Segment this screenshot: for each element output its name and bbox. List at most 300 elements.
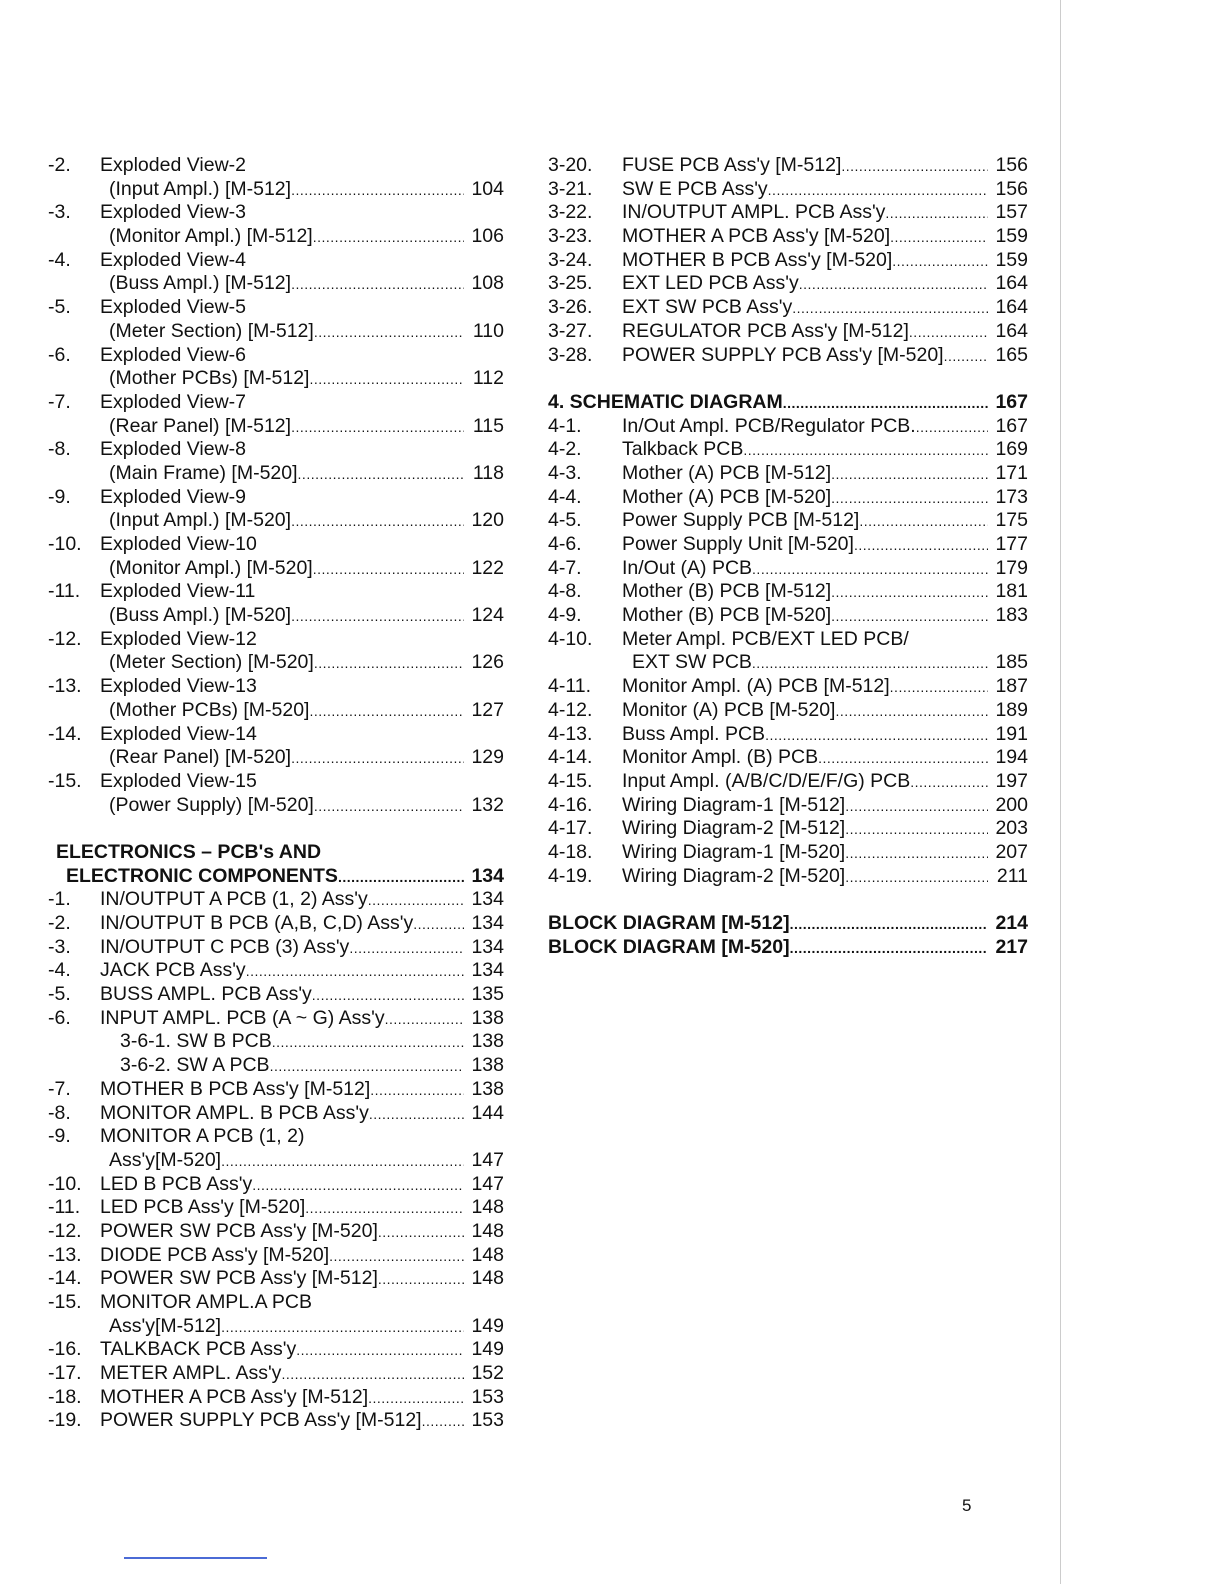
toc-entry-number: 4-4. bbox=[548, 485, 582, 508]
dot-leader bbox=[792, 296, 988, 321]
toc-entry-title: LED PCB Ass'y [M-520] bbox=[100, 1196, 306, 1219]
toc-entry[interactable] bbox=[48, 936, 504, 960]
toc-entry-page: 147 bbox=[471, 1148, 504, 1171]
toc-entry[interactable] bbox=[48, 1149, 504, 1173]
toc-right-column bbox=[548, 154, 1028, 959]
toc-entry-title: TALKBACK PCB Ass'y bbox=[100, 1338, 297, 1361]
toc-entry-body bbox=[109, 699, 504, 724]
toc-entry-body bbox=[109, 604, 504, 629]
toc-entry-title: POWER SW PCB Ass'y [M-520] bbox=[100, 1219, 378, 1242]
toc-entry[interactable] bbox=[48, 1338, 504, 1362]
toc-entry-title: Talkback PCB bbox=[622, 438, 744, 461]
toc-entry-title: IN/OUTPUT AMPL. PCB Ass'y bbox=[622, 201, 886, 224]
toc-entry-body bbox=[109, 415, 504, 440]
toc-entry[interactable] bbox=[48, 1054, 504, 1078]
dot-leader bbox=[831, 604, 988, 629]
toc-entry-title: (Mother PCBs) [M-512] bbox=[109, 367, 310, 390]
toc-entry-title: MONITOR AMPL.A PCB bbox=[100, 1291, 313, 1313]
toc-entry[interactable] bbox=[48, 1291, 504, 1315]
toc-entry-body bbox=[109, 462, 504, 487]
toc-entry-number: -7. bbox=[48, 1077, 71, 1100]
toc-entry[interactable] bbox=[548, 794, 1028, 818]
dot-leader bbox=[309, 367, 464, 392]
toc-entry-page: 149 bbox=[471, 1338, 504, 1361]
toc-entry-title: Wiring Diagram-1 [M-520] bbox=[622, 840, 846, 863]
toc-entry[interactable] bbox=[48, 675, 504, 699]
toc-entry-body bbox=[100, 438, 504, 462]
toc-entry-title: (Rear Panel) [M-520] bbox=[109, 746, 292, 769]
toc-entry-number: -15. bbox=[48, 1291, 82, 1313]
toc-entry[interactable] bbox=[48, 1220, 504, 1244]
toc-entry-page: 112 bbox=[472, 367, 504, 390]
toc-entry-body bbox=[622, 296, 1028, 321]
toc-entry-body bbox=[100, 1078, 504, 1103]
toc-entry[interactable] bbox=[48, 651, 504, 675]
toc-entry-title: (Input Ampl.) [M-520] bbox=[109, 509, 292, 532]
toc-entry-title: Buss Ampl. PCB bbox=[622, 722, 766, 745]
toc-entry[interactable] bbox=[48, 272, 504, 296]
toc-entry[interactable] bbox=[48, 1244, 504, 1268]
dot-leader bbox=[291, 415, 464, 440]
toc-entry[interactable] bbox=[48, 249, 504, 273]
toc-entry[interactable] bbox=[48, 296, 504, 320]
dot-leader bbox=[314, 651, 464, 676]
toc-entry[interactable] bbox=[48, 557, 504, 581]
toc-entry-number: -7. bbox=[48, 390, 71, 413]
toc-entry-number: -11. bbox=[48, 580, 81, 603]
toc-entry-title: Ass'y[M-520] bbox=[109, 1148, 222, 1171]
toc-entry-page: 153 bbox=[471, 1409, 504, 1432]
toc-entry-title: SW E PCB Ass'y bbox=[622, 177, 768, 200]
toc-entry[interactable] bbox=[548, 320, 1028, 344]
dot-leader bbox=[369, 1102, 464, 1127]
toc-entry-title: Wiring Diagram-2 [M-512] bbox=[622, 817, 846, 840]
dot-leader bbox=[783, 391, 988, 416]
toc-entry-title: Mother (B) PCB [M-520] bbox=[622, 604, 832, 627]
toc-entry[interactable] bbox=[548, 533, 1028, 557]
toc-entry-title: MOTHER B PCB Ass'y [M-512] bbox=[100, 1077, 371, 1100]
toc-entry-page: 164 bbox=[995, 296, 1028, 319]
toc-entry[interactable] bbox=[48, 486, 504, 510]
toc-entry[interactable] bbox=[548, 746, 1028, 770]
dot-leader bbox=[368, 1386, 464, 1411]
toc-entry-page: 203 bbox=[995, 817, 1028, 840]
toc-entry-title: Mother (A) PCB [M-520] bbox=[622, 485, 832, 508]
toc-entry[interactable] bbox=[48, 912, 504, 936]
toc-entry-body bbox=[109, 746, 504, 771]
toc-entry-title: Wiring Diagram-2 [M-520] bbox=[622, 864, 846, 887]
dot-leader bbox=[422, 1409, 464, 1434]
dot-leader bbox=[309, 699, 464, 724]
toc-entry-body bbox=[100, 1244, 504, 1269]
toc-entry[interactable] bbox=[48, 154, 504, 178]
toc-entry-number: 4-3. bbox=[548, 461, 582, 484]
toc-entry[interactable] bbox=[48, 1196, 504, 1220]
toc-entry[interactable] bbox=[548, 249, 1028, 273]
toc-section-heading[interactable] bbox=[548, 936, 1028, 960]
toc-entry-title: Exploded View-11 bbox=[100, 580, 256, 603]
toc-entry-title: Input Ampl. (A/B/C/D/E/F/G) PCB bbox=[622, 769, 911, 792]
dot-leader bbox=[313, 225, 464, 250]
toc-entry[interactable] bbox=[548, 201, 1028, 225]
toc-entry-page: 194 bbox=[995, 746, 1028, 769]
toc-entry-number: -13. bbox=[48, 1243, 82, 1266]
toc-entry[interactable] bbox=[48, 770, 504, 794]
toc-entry[interactable] bbox=[48, 509, 504, 533]
toc-entry-page: 132 bbox=[471, 793, 504, 816]
toc-entry-page: 157 bbox=[995, 201, 1028, 224]
toc-entry-title: Monitor (A) PCB [M-520] bbox=[622, 698, 836, 721]
dot-leader bbox=[892, 249, 988, 274]
toc-entry-body bbox=[100, 1409, 504, 1434]
toc-entry[interactable] bbox=[48, 178, 504, 202]
toc-entry-body bbox=[622, 675, 1028, 700]
toc-entry[interactable] bbox=[548, 841, 1028, 865]
toc-entry-page: 211 bbox=[996, 864, 1028, 887]
toc-entry-number: -9. bbox=[48, 485, 71, 508]
toc-entry-page: 134 bbox=[471, 959, 504, 982]
toc-entry-body bbox=[109, 367, 504, 392]
toc-entry-number: 4-14. bbox=[548, 746, 593, 769]
toc-entry[interactable] bbox=[48, 983, 504, 1007]
toc-entry-body bbox=[622, 178, 1028, 203]
toc-entry[interactable] bbox=[48, 1078, 504, 1102]
toc-entry-body bbox=[100, 1102, 504, 1127]
toc-entry-title: BUSS AMPL. PCB Ass'y bbox=[100, 983, 312, 1006]
toc-entry-body bbox=[100, 675, 504, 699]
toc-entry-title: (Power Supply) [M-520] bbox=[109, 793, 314, 816]
toc-entry-body bbox=[100, 1125, 504, 1149]
toc-entry-title: MONITOR A PCB (1, 2) bbox=[100, 1125, 305, 1148]
toc-entry-title: Ass'y[M-512] bbox=[109, 1314, 222, 1337]
dot-leader bbox=[246, 959, 464, 984]
toc-entry-number: -15. bbox=[48, 769, 82, 792]
toc-entry-body bbox=[622, 320, 1028, 345]
toc-entry[interactable] bbox=[548, 462, 1028, 486]
toc-entry[interactable] bbox=[48, 391, 504, 415]
toc-entry-title: 3-6-1. SW B PCB bbox=[120, 1030, 272, 1053]
toc-entry-body bbox=[632, 651, 1028, 676]
toc-entry-title: Exploded View-12 bbox=[100, 627, 257, 650]
toc-entry-body bbox=[109, 272, 504, 297]
toc-entry[interactable] bbox=[48, 320, 504, 344]
toc-entry[interactable] bbox=[48, 1102, 504, 1126]
toc-entry-number: -5. bbox=[48, 983, 71, 1006]
dot-leader bbox=[743, 438, 988, 463]
toc-entry[interactable] bbox=[548, 225, 1028, 249]
toc-entry-body bbox=[120, 1054, 504, 1079]
toc-entry[interactable] bbox=[548, 154, 1028, 178]
toc-entry[interactable] bbox=[48, 959, 504, 983]
toc-entry-page: 135 bbox=[471, 983, 504, 1006]
toc-entry-body bbox=[622, 438, 1028, 463]
toc-entry-page: 156 bbox=[995, 154, 1028, 176]
dot-leader bbox=[312, 983, 464, 1008]
toc-entry-title: (Rear Panel) [M-512] bbox=[109, 414, 292, 437]
toc-entry-number: 4-10. bbox=[548, 627, 593, 650]
dot-leader bbox=[818, 746, 988, 771]
toc-entry[interactable] bbox=[48, 367, 504, 391]
toc-entry[interactable] bbox=[48, 746, 504, 770]
toc-spacer bbox=[548, 888, 1028, 912]
toc-entry-body bbox=[622, 865, 1028, 890]
toc-entry-title: METER AMPL. Ass'y bbox=[100, 1362, 282, 1385]
toc-entry-number: 4-12. bbox=[548, 698, 593, 721]
dot-leader bbox=[752, 557, 988, 582]
toc-entry-page: 173 bbox=[995, 485, 1028, 508]
toc-entry-page: 118 bbox=[472, 461, 504, 484]
toc-entry[interactable] bbox=[48, 1267, 504, 1291]
toc-entry-body bbox=[622, 770, 1028, 795]
toc-entry-title: ELECTRONICS – PCB's AND bbox=[56, 840, 322, 863]
toc-entry[interactable] bbox=[548, 770, 1028, 794]
toc-entry-page: 126 bbox=[471, 651, 504, 674]
toc-entry-body bbox=[109, 320, 504, 345]
toc-entry-body bbox=[109, 651, 504, 676]
toc-entry-body bbox=[109, 557, 504, 582]
toc-entry-title: INPUT AMPL. PCB (A ~ G) Ass'y bbox=[100, 1006, 385, 1029]
toc-entry[interactable] bbox=[48, 344, 504, 368]
toc-entry-title: POWER SUPPLY PCB Ass'y [M-512] bbox=[100, 1409, 422, 1432]
dot-leader bbox=[831, 462, 988, 487]
dot-leader bbox=[221, 1149, 464, 1174]
dot-leader bbox=[909, 320, 988, 345]
toc-entry-page: 148 bbox=[471, 1219, 504, 1242]
toc-entry-number: 4-16. bbox=[548, 793, 593, 816]
toc-entry[interactable] bbox=[548, 817, 1028, 841]
toc-entry[interactable] bbox=[548, 699, 1028, 723]
toc-entry[interactable] bbox=[48, 604, 504, 628]
toc-entry[interactable] bbox=[48, 1173, 504, 1197]
toc-entry-title: Exploded View-9 bbox=[100, 485, 246, 508]
toc-entry[interactable] bbox=[48, 888, 504, 912]
toc-entry-title: MOTHER B PCB Ass'y [M-520] bbox=[622, 248, 893, 271]
toc-entry[interactable] bbox=[548, 604, 1028, 628]
toc-entry-number: -3. bbox=[48, 935, 71, 958]
toc-entry[interactable] bbox=[548, 675, 1028, 699]
toc-entry-body bbox=[100, 1362, 504, 1387]
dot-leader bbox=[413, 912, 464, 937]
toc-entry-title: BLOCK DIAGRAM [M-512] bbox=[548, 912, 790, 934]
toc-entry-body bbox=[100, 723, 504, 747]
toc-entry[interactable] bbox=[48, 1315, 504, 1339]
toc-entry[interactable] bbox=[548, 723, 1028, 747]
toc-entry-title: (Meter Section) [M-520] bbox=[109, 651, 314, 674]
toc-entry[interactable] bbox=[548, 865, 1028, 889]
toc-entry[interactable] bbox=[548, 628, 1028, 652]
toc-entry-number: -6. bbox=[48, 343, 71, 366]
dot-leader bbox=[281, 1362, 464, 1387]
toc-entry[interactable] bbox=[548, 296, 1028, 320]
toc-entry-body bbox=[622, 817, 1028, 842]
toc-entry-page: 214 bbox=[995, 912, 1028, 934]
toc-entry[interactable] bbox=[48, 438, 504, 462]
toc-entry-number: 4-7. bbox=[548, 556, 582, 579]
toc-entry-body bbox=[100, 936, 504, 961]
dot-leader bbox=[799, 272, 988, 297]
toc-entry[interactable] bbox=[548, 580, 1028, 604]
toc-entry-body bbox=[622, 344, 1028, 369]
toc-entry-page: 167 bbox=[995, 414, 1028, 437]
toc-entry-body bbox=[100, 1291, 504, 1315]
dot-leader bbox=[370, 1078, 464, 1103]
toc-entry-number: -6. bbox=[48, 1006, 71, 1029]
toc-entry-title: 3-6-2. SW A PCB bbox=[120, 1054, 270, 1077]
toc-section-heading[interactable] bbox=[548, 391, 1028, 415]
toc-entry-body bbox=[548, 912, 1028, 937]
toc-entry-page: 191 bbox=[995, 722, 1028, 745]
toc-entry[interactable] bbox=[548, 178, 1028, 202]
toc-entry-body bbox=[548, 936, 1028, 961]
toc-entry[interactable] bbox=[548, 557, 1028, 581]
toc-entry-title: MOTHER A PCB Ass'y [M-512] bbox=[100, 1385, 369, 1408]
toc-entry[interactable] bbox=[48, 1125, 504, 1149]
toc-entry-title: (Monitor Ampl.) [M-520] bbox=[109, 556, 313, 579]
toc-entry-number: -3. bbox=[48, 201, 71, 224]
toc-entry-page: 115 bbox=[472, 414, 504, 437]
toc-entry-body bbox=[109, 1315, 504, 1340]
toc-entry[interactable] bbox=[48, 201, 504, 225]
toc-entry[interactable] bbox=[48, 533, 504, 557]
toc-entry-body bbox=[100, 486, 504, 510]
toc-entry-title: MOTHER A PCB Ass'y [M-520] bbox=[622, 225, 891, 248]
toc-entry-number: 4-2. bbox=[548, 438, 582, 461]
toc-entry-title: Power Supply Unit [M-520] bbox=[622, 533, 854, 555]
toc-section-heading[interactable] bbox=[48, 865, 504, 889]
toc-entry-page: 159 bbox=[995, 225, 1028, 248]
dot-leader bbox=[291, 604, 464, 629]
toc-entry[interactable] bbox=[48, 1007, 504, 1031]
toc-entry-page: 197 bbox=[995, 769, 1028, 792]
toc-entry[interactable] bbox=[548, 509, 1028, 533]
dot-leader bbox=[314, 320, 464, 345]
toc-entry-title: REGULATOR PCB Ass'y [M-512] bbox=[622, 319, 909, 342]
toc-entry[interactable] bbox=[548, 415, 1028, 439]
dot-leader bbox=[252, 1173, 464, 1198]
toc-entry-title: IN/OUTPUT B PCB (A,B, C,D) Ass'y bbox=[100, 912, 414, 934]
toc-entry-number: -14. bbox=[48, 722, 82, 745]
toc-entry-number: -12. bbox=[48, 1219, 82, 1242]
dot-leader bbox=[790, 912, 988, 937]
toc-entry-number: -19. bbox=[48, 1409, 82, 1432]
toc-entry[interactable] bbox=[48, 1409, 504, 1433]
toc-entry-title: Exploded View-13 bbox=[100, 675, 257, 698]
toc-entry-number: 4-11. bbox=[548, 675, 591, 698]
toc-entry-page: 217 bbox=[995, 935, 1028, 958]
dot-leader bbox=[944, 344, 988, 369]
dot-leader bbox=[272, 1030, 464, 1055]
toc-entry-title: (Main Frame) [M-520] bbox=[109, 461, 298, 484]
toc-entry[interactable] bbox=[48, 415, 504, 439]
toc-entry[interactable] bbox=[48, 699, 504, 723]
toc-entry-number: -8. bbox=[48, 1101, 71, 1124]
toc-left-column bbox=[48, 154, 504, 1433]
toc-entry-body bbox=[100, 296, 504, 320]
toc-entry-body bbox=[56, 841, 504, 865]
toc-entry-title: In/Out Ampl. PCB/Regulator PCB. bbox=[622, 414, 916, 437]
toc-entry[interactable] bbox=[548, 272, 1028, 296]
toc-entry-page: 120 bbox=[471, 509, 504, 532]
toc-entry[interactable] bbox=[548, 486, 1028, 510]
toc-entry-body bbox=[100, 201, 504, 225]
toc-entry[interactable] bbox=[48, 628, 504, 652]
toc-entry-title: EXT LED PCB Ass'y bbox=[622, 272, 799, 295]
toc-entry-number: 4-13. bbox=[548, 722, 593, 745]
toc-entry-title: Exploded View-2 bbox=[100, 154, 246, 176]
toc-entry-title: Exploded View-10 bbox=[100, 533, 257, 555]
toc-entry-number: -18. bbox=[48, 1385, 82, 1408]
toc-entry-page: 167 bbox=[995, 390, 1028, 413]
toc-entry-page: 152 bbox=[471, 1362, 504, 1385]
toc-entry-title: Wiring Diagram-1 [M-512] bbox=[622, 793, 846, 816]
toc-entry-number: 4-9. bbox=[548, 604, 582, 627]
toc-section-heading[interactable] bbox=[48, 841, 504, 865]
toc-entry-title: POWER SW PCB Ass'y [M-512] bbox=[100, 1267, 378, 1290]
toc-entry-body bbox=[100, 249, 504, 273]
toc-entry-body bbox=[622, 509, 1028, 534]
dot-leader bbox=[910, 770, 988, 795]
toc-entry-body bbox=[109, 1149, 504, 1174]
toc-entry-body bbox=[100, 580, 504, 604]
toc-entry[interactable] bbox=[48, 723, 504, 747]
toc-entry[interactable] bbox=[48, 225, 504, 249]
dot-leader bbox=[338, 865, 464, 890]
toc-entry-body bbox=[109, 509, 504, 534]
toc-entry-page: 138 bbox=[471, 1006, 504, 1029]
toc-entry-page: 124 bbox=[471, 604, 504, 627]
toc-entry-body bbox=[100, 1267, 504, 1292]
toc-entry-title: EXT SW PCB Ass'y bbox=[622, 296, 793, 319]
toc-entry[interactable] bbox=[48, 462, 504, 486]
toc-entry-body bbox=[622, 225, 1028, 250]
toc-entry[interactable] bbox=[548, 651, 1028, 675]
toc-entry-body bbox=[100, 1338, 504, 1363]
toc-entry-body bbox=[622, 604, 1028, 629]
dot-leader bbox=[270, 1054, 464, 1079]
toc-entry-number: 3-26. bbox=[548, 296, 593, 319]
toc-entry-page: 149 bbox=[471, 1314, 504, 1337]
toc-entry[interactable] bbox=[548, 438, 1028, 462]
toc-entry-body bbox=[100, 1220, 504, 1245]
toc-entry-number: -13. bbox=[48, 675, 82, 698]
toc-entry-page: 175 bbox=[995, 509, 1028, 532]
toc-entry-title: DIODE PCB Ass'y [M-520] bbox=[100, 1243, 330, 1266]
toc-entry-title: (Input Ampl.) [M-512] bbox=[109, 177, 292, 200]
toc-entry[interactable] bbox=[48, 794, 504, 818]
dot-leader bbox=[291, 746, 464, 771]
toc-section-heading[interactable] bbox=[548, 912, 1028, 936]
dot-leader bbox=[291, 509, 464, 534]
toc-entry[interactable] bbox=[48, 1362, 504, 1386]
toc-entry-page: 138 bbox=[471, 1030, 504, 1053]
toc-spacer bbox=[548, 367, 1028, 391]
bottom-rule bbox=[124, 1557, 267, 1559]
toc-entry-page: 185 bbox=[995, 651, 1028, 674]
toc-entry-title: BLOCK DIAGRAM [M-520] bbox=[548, 935, 790, 958]
toc-spacer bbox=[48, 817, 504, 841]
toc-entry[interactable] bbox=[48, 580, 504, 604]
toc-entry[interactable] bbox=[48, 1386, 504, 1410]
toc-entry-number: -5. bbox=[48, 296, 71, 319]
toc-entry[interactable] bbox=[48, 1030, 504, 1054]
toc-entry-title: LED B PCB Ass'y bbox=[100, 1172, 253, 1195]
toc-entry-page: 169 bbox=[995, 438, 1028, 461]
toc-entry-body bbox=[100, 628, 504, 652]
toc-entry[interactable] bbox=[548, 344, 1028, 368]
dot-leader bbox=[221, 1315, 464, 1340]
dot-leader bbox=[291, 178, 464, 203]
toc-entry-body bbox=[622, 794, 1028, 819]
